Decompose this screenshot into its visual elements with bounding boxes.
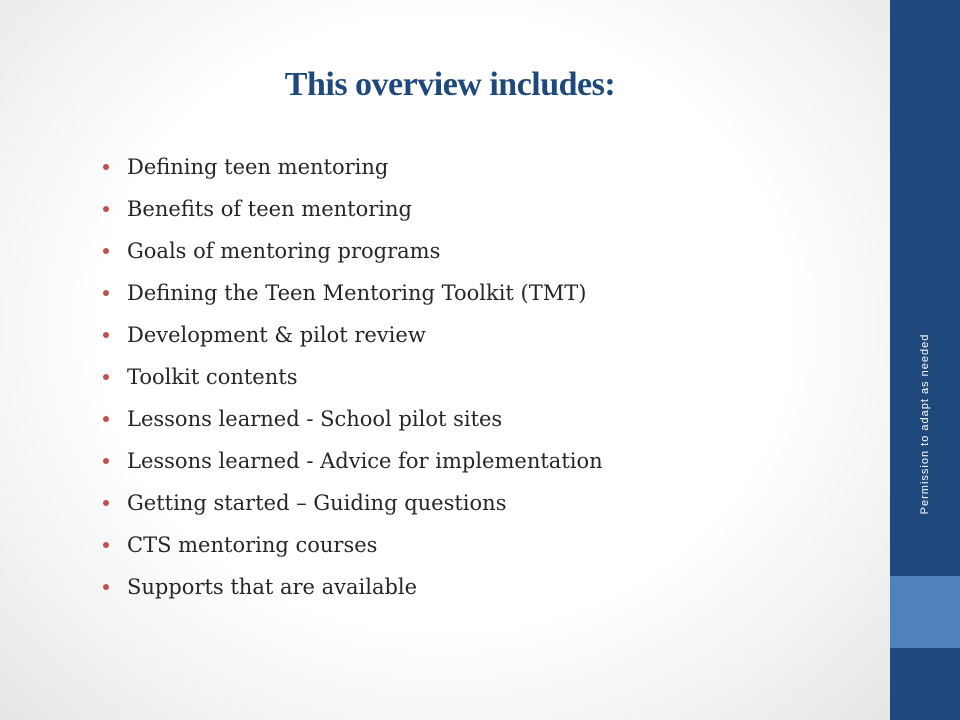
- bullet-dot-icon: [103, 290, 109, 296]
- bullet-item: [103, 316, 603, 358]
- bullet-text: Lessons learned - School pilot sites: [127, 407, 503, 431]
- bullet-text: CTS mentoring courses: [127, 533, 378, 557]
- bullet-dot-icon: [103, 584, 109, 590]
- bullet-item: [103, 568, 603, 610]
- sidebar-accent-block: [890, 576, 960, 648]
- bullet-text: Benefits of teen mentoring: [127, 197, 412, 221]
- bullet-text: Getting started – Guiding questions: [127, 491, 507, 515]
- bullet-dot-icon: [103, 458, 109, 464]
- bullet-dot-icon: [103, 500, 109, 506]
- bullet-text: Lessons learned - Advice for implementation: [127, 449, 603, 473]
- sidebar-vertical-note: Permission to adapt as needed: [919, 333, 931, 515]
- bullet-list: [103, 148, 603, 610]
- bullet-text: Supports that are available: [127, 575, 418, 599]
- bullet-text: Development & pilot review: [127, 323, 426, 347]
- bullet-dot-icon: [103, 248, 109, 254]
- bullet-item: [103, 484, 603, 526]
- bullet-dot-icon: [103, 374, 109, 380]
- bullet-dot-icon: [103, 416, 109, 422]
- bullet-item: [103, 358, 603, 400]
- bullet-dot-icon: [103, 542, 109, 548]
- bullet-item: [103, 274, 603, 316]
- bullet-text: Goals of mentoring programs: [127, 239, 441, 263]
- bullet-item: [103, 442, 603, 484]
- bullet-item: [103, 148, 603, 190]
- bullet-text: Defining teen mentoring: [127, 155, 389, 179]
- bullet-text: Defining the Teen Mentoring Toolkit (TMT): [127, 281, 587, 305]
- bullet-dot-icon: [103, 332, 109, 338]
- bullet-dot-icon: [103, 206, 109, 212]
- bullet-item: [103, 400, 603, 442]
- bullet-item: [103, 190, 603, 232]
- slide-title: This overview includes:: [284, 66, 616, 103]
- bullet-item: [103, 526, 603, 568]
- right-sidebar-band: [890, 0, 960, 720]
- bullet-dot-icon: [103, 164, 109, 170]
- bullet-text: Toolkit contents: [127, 365, 298, 389]
- bullet-item: [103, 232, 603, 274]
